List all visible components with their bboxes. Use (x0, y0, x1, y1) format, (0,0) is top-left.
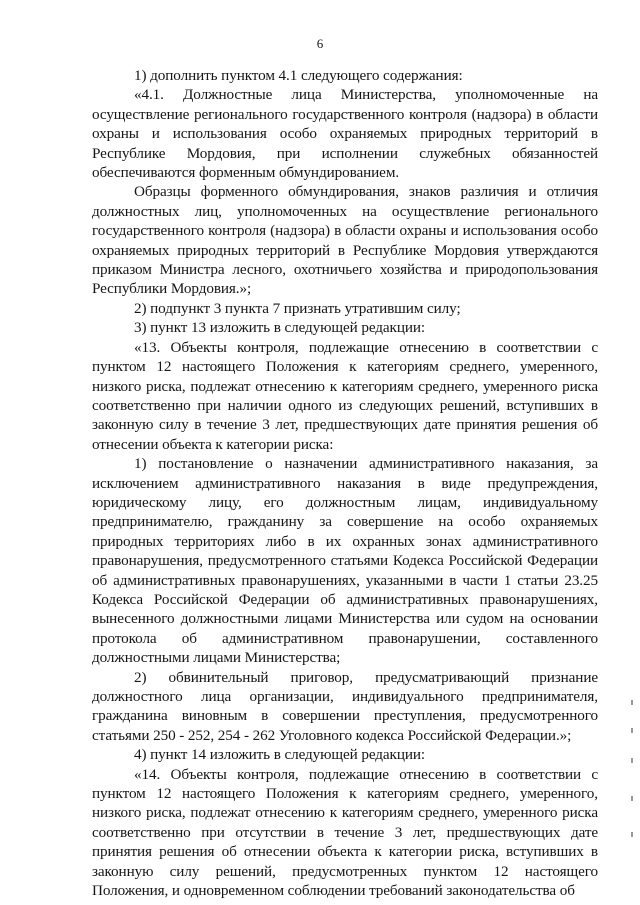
paragraph-item-1-intro: 1) дополнить пунктом 4.1 следующего содержания: (134, 67, 463, 84)
paragraph-item-2: 2) подпункт 3 пункта 7 признать утратившим силу; (134, 299, 461, 317)
paragraph-clause-4-1: «4.1. Должностные лица Министерства, уполномоченные на осуществление регионального государственного контроля (надзора) в области охраны и использования особо охраняемых природных территорий в Республике Мордовия, при исполнении служебных обязанностей обеспечиваются форменным обмундированием. (92, 86, 598, 182)
document-body (92, 66, 598, 900)
scan-edge-marks (631, 700, 634, 860)
paragraph-item-3-intro: 3) пункт 13 изложить в следующей редакции: (134, 319, 426, 337)
paragraph-uniform-samples: Образцы форменного обмундирования, знаков различия и отличия должностных лиц, уполномоченных на осуществление регионального государственного контроля (надзора) в области охраны и использования особо охраняемых природных территорий в Республике Мордовия утверждаются приказом Министра лесного, охотничьего хозяйства и природопользования Республики Мордовия.»; (92, 183, 598, 298)
paragraph-item-4-intro: 4) пункт 14 изложить в следующей редакции: (134, 746, 426, 764)
paragraph-clause-14: «14. Объекты контроля, подлежащие отнесению в соответствии с пунктом 12 настоящего Положения к категориям среднего, умеренного, низкого риска, подлежат отнесению к категориям среднего, умеренного риска соответственно при отсутствии в течение 3 лет, предшествующих дате принятия решения об отнесении объекта к категории риска, вступивших в законную силу решений, предусмотренных пунктом 12 настоящего Положения, и одновременном соблюдении требований законодательства об (92, 765, 598, 900)
paragraph-clause-13: «13. Объекты контроля, подлежащие отнесению в соответствии с пунктом 12 настоящего Положения к категориям среднего, умеренного, низкого риска, подлежат отнесению к категориям среднего, умеренного риска соответственно при наличии одного из следующих решений, вступивших в законную силу в течение 3 лет, предшествующих дате принятия решения об отнесении объекта к категории риска: (92, 338, 598, 453)
paragraph-clause-13-sub-2: 2) обвинительный приговор, предусматривающий признание должностного лица организации, индивидуального предпринимателя, гражданина виновным в совершении преступления, предусмотренного статьями 250 - 252, 254 - 262 Уголовного кодекса Российской Федерации.»; (92, 668, 598, 744)
paragraph-clause-13-sub-1: 1) постановление о назначении административного наказания, за исключением административного наказания в виде предупреждения, юридическому лицу, его должностным лицам, индивидуальному предпринимателю, гражданину за совершение на особо охраняемых природных территориях либо в их охранных зонах административного правонарушения, предусмотренного статьями Кодекса Российской Федерации об административных правонарушениях, указанными в части 1 статьи 23.25 Кодекса Российской Федерации об административных правонарушениях, вынесенного должностными лицами Министерства или судом на основании протокола об административном правонарушении, составленного должностными лицами Министерства; (92, 455, 598, 667)
page-number: 6 (316, 36, 324, 51)
